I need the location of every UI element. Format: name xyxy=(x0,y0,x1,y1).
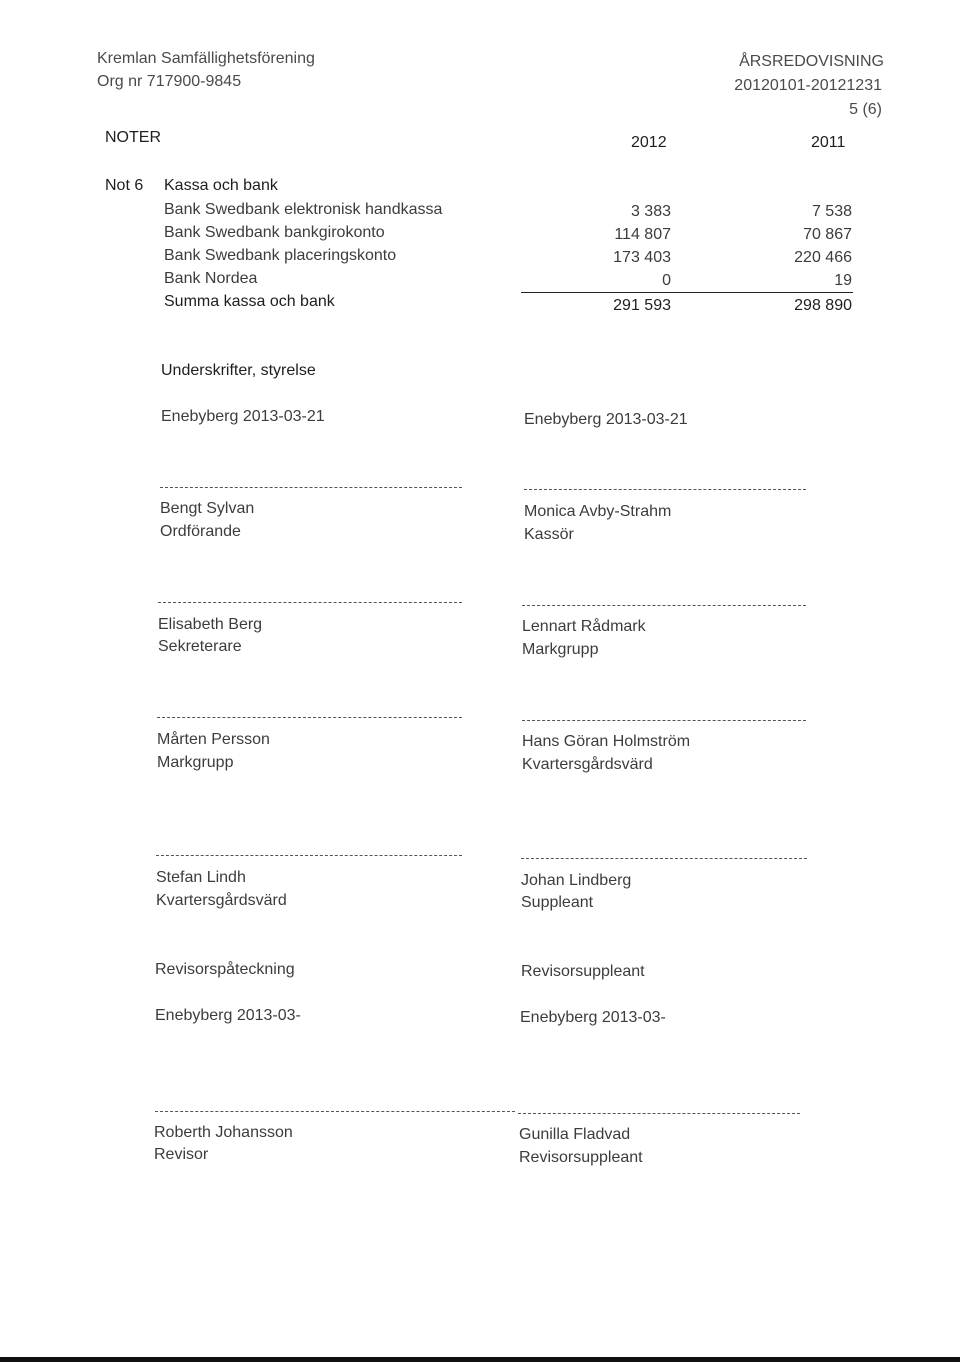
signature-line xyxy=(522,720,806,721)
signatory-name: Elisabeth Berg xyxy=(158,616,263,633)
signatory-role: Suppleant xyxy=(521,894,594,911)
signatory-role: Kvartersgårdsvärd xyxy=(522,756,653,773)
org-number: Org nr 717900-9845 xyxy=(97,73,242,90)
auditor-name: Roberth Johansson xyxy=(154,1124,293,1141)
auditor-role: Revisor xyxy=(154,1146,209,1163)
row-label: Bank Swedbank placeringskonto xyxy=(164,247,397,264)
signatory-name: Stefan Lindh xyxy=(156,869,246,886)
row-value-2012: 173 403 xyxy=(613,249,671,266)
total-value-2011: 298 890 xyxy=(794,297,852,314)
row-value-2011: 19 xyxy=(834,272,852,289)
notes-title: NOTER xyxy=(105,129,161,146)
note-number: Not 6 xyxy=(105,177,144,194)
column-header-2012: 2012 xyxy=(631,134,667,151)
signatory-role: Sekreterare xyxy=(158,638,242,655)
signature-place-date-left: Enebyberg 2013-03-21 xyxy=(161,408,325,425)
row-value-2011: 70 867 xyxy=(803,226,852,243)
signatory-role: Ordförande xyxy=(160,523,241,540)
deputy-auditor-place-date: Enebyberg 2013-03- xyxy=(520,1009,666,1026)
deputy-auditor-role: Revisorsuppleant xyxy=(519,1149,643,1166)
note-title: Kassa och bank xyxy=(164,177,278,194)
signatory-name: Bengt Sylvan xyxy=(160,500,255,517)
row-value-2012: 0 xyxy=(662,272,671,289)
row-label: Bank Nordea xyxy=(164,270,258,287)
total-label: Summa kassa och bank xyxy=(164,293,335,310)
signatory-name: Monica Avby-Strahm xyxy=(524,503,672,520)
auditor-place-date: Enebyberg 2013-03- xyxy=(155,1007,301,1024)
signatory-role: Kassör xyxy=(524,526,574,543)
signature-line xyxy=(521,858,807,859)
signatory-name: Hans Göran Holmström xyxy=(522,733,691,750)
signatory-role: Markgrupp xyxy=(522,641,599,658)
row-value-2011: 220 466 xyxy=(794,249,852,266)
deputy-auditor-section-title: Revisorsuppleant xyxy=(521,963,645,980)
signatory-name: Mårten Persson xyxy=(157,731,270,748)
auditor-section-title: Revisorspåteckning xyxy=(155,961,295,978)
signature-line xyxy=(157,717,462,718)
total-value-2012: 291 593 xyxy=(613,297,671,314)
signature-place-date-right: Enebyberg 2013-03-21 xyxy=(524,411,688,428)
signatory-role: Markgrupp xyxy=(157,754,234,771)
org-name: Kremlan Samfällighetsförening xyxy=(97,50,315,67)
signatory-name: Johan Lindberg xyxy=(521,872,632,889)
deputy-auditor-name: Gunilla Fladvad xyxy=(519,1126,631,1143)
document-type: ÅRSREDOVISNING xyxy=(739,53,884,70)
row-value-2011: 7 538 xyxy=(811,203,852,220)
signatures-title: Underskrifter, styrelse xyxy=(161,362,316,379)
signature-line xyxy=(522,605,806,606)
row-value-2012: 3 383 xyxy=(630,203,671,220)
row-label: Bank Swedbank elektronisk handkassa xyxy=(164,201,443,218)
total-rule xyxy=(521,292,853,293)
row-label: Bank Swedbank bankgirokonto xyxy=(164,224,385,241)
signatory-role: Kvartersgårdsvärd xyxy=(156,892,287,909)
page-number: 5 (6) xyxy=(849,101,882,118)
row-value-2012: 114 807 xyxy=(614,226,671,243)
signature-line xyxy=(155,1111,515,1112)
signatory-name: Lennart Rådmark xyxy=(522,618,646,635)
column-header-2011: 2011 xyxy=(811,134,846,151)
signature-line xyxy=(524,489,806,490)
signature-line xyxy=(518,1113,800,1114)
signature-line xyxy=(158,602,462,603)
signature-line xyxy=(156,855,462,856)
scan-edge xyxy=(0,1357,960,1362)
signature-line xyxy=(160,487,462,488)
fiscal-period: 20120101-20121231 xyxy=(734,77,882,94)
